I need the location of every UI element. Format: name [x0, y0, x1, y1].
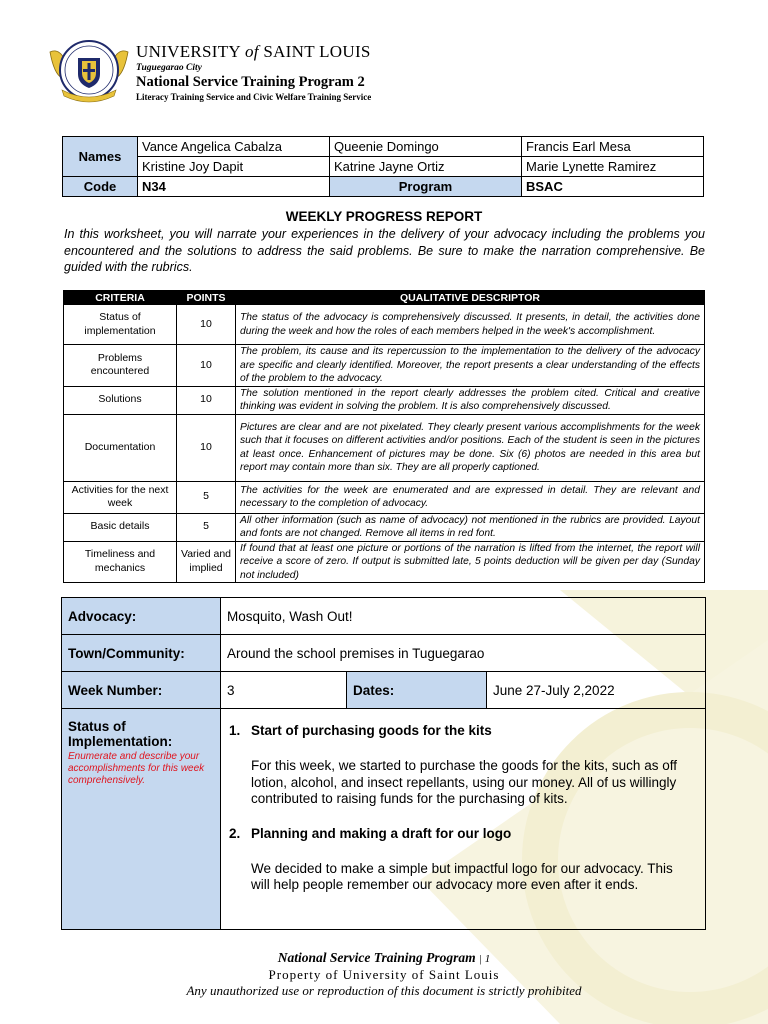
status-content — [221, 709, 706, 930]
rubric-table — [63, 290, 705, 583]
rubric-criteria: Activities for the next week — [64, 481, 177, 513]
rubric-points: Varied and implied — [177, 541, 236, 583]
accomplishment-heading: 2. Planning and making a draft for our logo — [229, 825, 512, 841]
rubric-descriptor: If found that at least one picture or portions of the narration is lifted from the internet, the report will receive a score of zero. If output is submitted late, 5 points deduction will be given per day (Sunday not included) — [236, 541, 705, 583]
dates-value: June 27-July 2,2022 — [487, 672, 706, 709]
names-label: Names — [63, 137, 138, 177]
code-label: Code — [63, 177, 138, 197]
advocacy-table — [61, 597, 706, 930]
university-name: UNIVERSITY of SAINT LOUIS — [136, 42, 371, 61]
status-label: Status of Implementation: — [68, 719, 173, 749]
status-instruction-note: Enumerate and describe your accomplishments for this week comprehensively. — [68, 751, 205, 786]
status-of-implementation-cell — [62, 709, 221, 930]
accomplishment-text: For this week, we started to purchase the goods for the kits, such as off lotion, alcohol, and insect repellants, using our money. All of us willingly contributed to raising funds for the purchasing of kits. — [251, 758, 677, 806]
rubric-criteria: Status of implementation — [64, 305, 177, 345]
rubric-points: 10 — [177, 345, 236, 387]
town-label: Town/Community: — [62, 635, 221, 672]
footer-property: Property of University of Saint Louis — [268, 967, 500, 982]
city-name: Tuguegarao City — [136, 63, 202, 73]
rubric-header-descriptor: QUALITATIVE DESCRIPTOR — [236, 291, 705, 305]
rubric-descriptor: All other information (such as name of advocacy) not mentioned in the rubrics are provided. Layout and fonts are not changed. Remove all items in red font. — [236, 513, 705, 541]
rubric-points: 10 — [177, 414, 236, 481]
rubric-criteria: Documentation — [64, 414, 177, 481]
accomplishment-heading: 1. Start of purchasing goods for the kits — [229, 723, 492, 738]
advocacy-label: Advocacy: — [62, 598, 221, 635]
member-name: Marie Lynette Ramirez — [522, 157, 704, 177]
rubric-criteria: Problems encountered — [64, 345, 177, 387]
accomplishment-text: We decided to make a simple but impactful logo for our advocacy. This will help people remember our advocacy more even after it ends. — [251, 860, 673, 892]
dates-label: Dates: — [347, 672, 487, 709]
code-value: N34 — [138, 177, 330, 197]
document-header — [48, 38, 708, 108]
member-name: Katrine Jayne Ortiz — [330, 157, 522, 177]
report-intro: In this worksheet, you will narrate your experiences in the delivery of your advocacy including the problems you encountered and the solutions to address the said problems. Be sure to make the narration comprehensive. Be guided with the rubrics. — [64, 227, 705, 274]
rubric-descriptor: Pictures are clear and are not pixelated. They clearly present various accomplishments for the week such that it focuses on different activities and/or positions. Each of the student is seen in the pictures at least once. Enhancement of pictures may be done. Six (6) photos are needed in this area but report may contain more than six. They are all properly captioned. — [236, 414, 705, 481]
member-name: Vance Angelica Cabalza — [138, 137, 330, 157]
rubric-points: 5 — [177, 513, 236, 541]
university-seal-icon — [48, 38, 130, 104]
week-number-value: 3 — [221, 672, 347, 709]
footer-program: National Service Training Program | 1 — [277, 950, 491, 965]
member-name: Francis Earl Mesa — [522, 137, 704, 157]
member-name: Kristine Joy Dapit — [138, 157, 330, 177]
week-number-label: Week Number: — [62, 672, 221, 709]
advocacy-value: Mosquito, Wash Out! — [221, 598, 706, 635]
rubric-points: 10 — [177, 386, 236, 414]
rubric-descriptor: The problem, its cause and its repercussion to the implementation to the delivery of the advocacy are specific and clearly identified. Moreover, the report presents a clear understanding of the effects of the problem to the advocacy. — [236, 345, 705, 387]
town-value: Around the school premises in Tuguegarao — [221, 635, 706, 672]
rubric-descriptor: The activities for the week are enumerated and are expressed in detail. They are relevant and necessary to the completion of advocacy. — [236, 481, 705, 513]
rubric-points: 5 — [177, 481, 236, 513]
rubric-header-criteria: CRITERIA — [64, 291, 177, 305]
rubric-criteria: Basic details — [64, 513, 177, 541]
rubric-header-points: POINTS — [177, 291, 236, 305]
rubric-criteria: Timeliness and mechanics — [64, 541, 177, 583]
rubric-descriptor: The status of the advocacy is comprehensively discussed. It presents, in detail, the activities done during the week and how the roles of each members helped in the week's accomplishment. — [236, 305, 705, 345]
program-label: Program — [330, 177, 522, 197]
document-footer — [0, 950, 768, 999]
group-members-table — [62, 136, 704, 197]
program-subtitle: Literacy Training Service and Civic Welfare Training Service — [136, 92, 372, 102]
program-value: BSAC — [522, 177, 704, 197]
rubric-points: 10 — [177, 305, 236, 345]
report-title: WEEKLY PROGRESS REPORT — [285, 209, 483, 224]
page-number: | 1 — [478, 953, 491, 965]
rubric-descriptor: The solution mentioned in the report clearly addresses the problem cited. Critical and creative thinking was evident in solving the problem. It is also comprehensively discussed. — [236, 386, 705, 414]
member-name: Queenie Domingo — [330, 137, 522, 157]
footer-warning: Any unauthorized use or reproduction of this document is strictly prohibited — [186, 983, 582, 998]
rubric-criteria: Solutions — [64, 386, 177, 414]
program-name: National Service Training Program 2 — [136, 74, 365, 90]
